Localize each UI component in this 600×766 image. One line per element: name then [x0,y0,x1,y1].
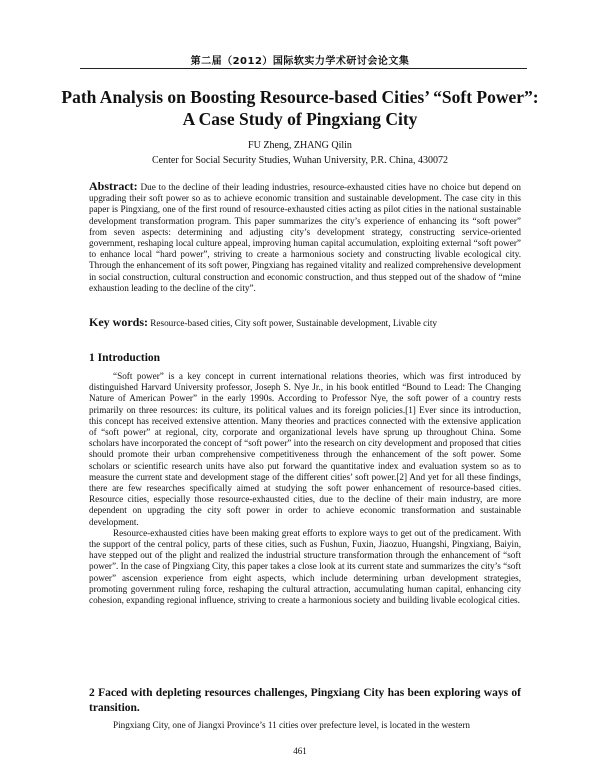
header-rule [80,68,527,69]
keywords-text: Resource-based cities, City soft power, Sustainable development, Livable city [150,318,437,328]
running-header: 第二届（2012）国际软实力学术研讨会论文集 [190,56,410,67]
section-2-paragraph-1: Pingxiang City, one of Jiangxi Province’s 11 cities over prefecture level, is located in the western [113,720,471,730]
section-2-heading: 2 Faced with depleting resources challenges, Pingxiang City has been exploring ways of transition. [89,687,521,714]
keywords [89,317,521,329]
keywords-label: Key words: [89,315,148,329]
authors: FU Zheng, ZHANG Qilin [248,140,352,151]
section-1-body [89,371,521,606]
section-1-heading: 1 Introduction [89,352,161,364]
page-number: 461 [293,746,307,756]
section-1-paragraph-1: “Soft power” is a key concept in current international relations theories, which was first introduced by distinguished Harvard University professor, Joseph S. Nye Jr., in his book entitled “Bound to Lead: The Changing Nature of American Power” in the early 1990s. According to Professor Nye, the soft power of a country rests primarily on three resources: its culture, its political values and its foreign policies.[1] Ever since its introduction, this concept has received extensive attention. Many theories and practices connected with the extensive application of “soft power” at regional, city, corporate and organizational levels have sprung up throughout China. Some scholars have incorporated the concept of “soft power” into the research on city development and proposed that cities should promote their urban comprehensive competitiveness through the enhancement of the soft power. Some scholars or scientific research units have also put forward the quantitative index and evaluation system so as to measure the current state and development stage of the different cities’ soft power.[2] And yet for all these findings, there are few researches specifically aimed at studying the soft power enhancement of resource-based cities. Resource cities, especially those resource-exhausted cities, due to the decline of their main industry, are more dependent on upgrading the city soft power in order to achieve economic transformation and sustainable development. [89,371,521,527]
affiliation: Center for Social Security Studies, Wuhan University, P.R. China, 430072 [152,155,448,166]
paper-title: Path Analysis on Boosting Resource-based Cities’ “Soft Power”: A Case Study of Pingxiang City [61,87,539,129]
abstract-label: Abstract: [89,179,138,193]
abstract [89,181,521,294]
section-1-paragraph-2: Resource-exhausted cities have been making great efforts to explore ways to get out of the predicament. With the support of the central policy, parts of these cities, such as Fushun, Fuxin, Jiaozuo, Huangshi, Pingxiang, Baiyin, have stepped out of the plight and realized the industrial structure transformation through the enhancement of “soft power”. In the case of Pingxiang City, this paper takes a close look at its current state and summarizes the city’s “soft power” ascension experience from eight aspects, which include determining urban development strategies, promoting government ruling force, reshaping the cultural attraction, accumulating human capital, enhancing city cohesion, expanding regional influence, striving to create a harmonious society and building livable ecological cities. [89,527,521,606]
abstract-text: Due to the decline of their leading industries, resource-exhausted cities have no choice but depend on upgrading their soft power so as to achieve economic transition and sustainable development. The case city in this paper is Pingxiang, one of the first round of resource-exhausted cities acting as pilot cities in the national sustainable development transformation program. This paper summarizes the city’s experience of enhancing its “soft power” from seven aspects: determining and adjusting city’s development strategy, constructing service-oriented government, reshaping local culture appeal, improving human capital accumulation, exploiting external “soft power” to enhance local “hard power”, striving to create a harmonious society and constructing livable ecological city. Through the enhancement of its soft power, Pingxiang has regained vitality and realized comprehensive development in social construction, cultural construction and economic construction, and thus stepped out of the shadow of “mine exhaustion leading to the decline of the city”. [89,182,522,293]
section-2-body [89,720,521,731]
